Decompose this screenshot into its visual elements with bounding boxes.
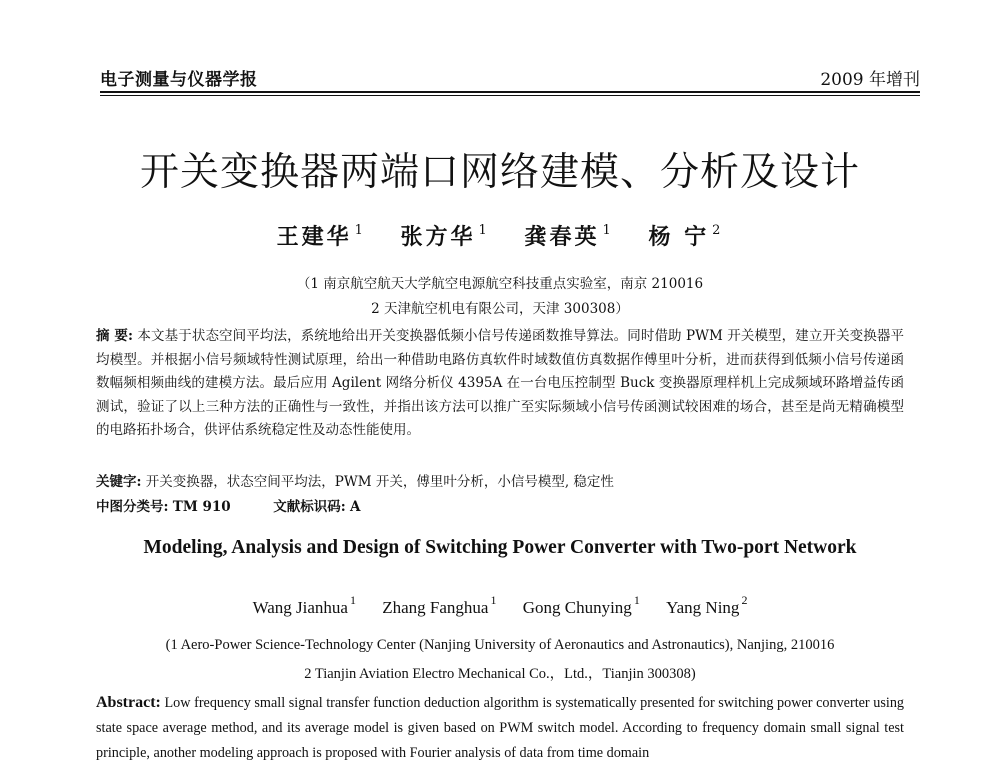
english-abstract (96, 690, 904, 766)
abstract-text: Low frequency small signal transfer function deduction algorithm is systematically presented for switching power converter using state space average method, and its average model is given based on PWM switch model. According to frequency domain small signal test principle, another modeling approach is proposed with Fourier analysis of data from time domain (96, 695, 905, 761)
document-code-value: A (350, 499, 361, 515)
chinese-author (277, 224, 366, 250)
author-affiliation-mark: 2 (712, 223, 724, 238)
author-name: Yang Ning (666, 598, 740, 617)
keywords-label: 关键字: (96, 474, 142, 490)
author-affiliation-mark: 2 (741, 593, 748, 607)
chinese-authors (0, 220, 1000, 251)
english-affiliation-line: 2 Tianjin Aviation Electro Mechanical Co.，Ltd.，Tianjin 300308) (304, 666, 696, 682)
document-code-label: 文献标识码: (273, 499, 346, 515)
author-name: 王建华 (276, 224, 352, 250)
journal-name: 电子测量与仪器学报 (100, 70, 258, 90)
author-name: Wang Jianhua (252, 598, 348, 617)
english-author (252, 593, 356, 617)
author-name: 杨 宁 (648, 224, 710, 250)
running-header (100, 62, 920, 90)
chinese-affiliation-line: （1 南京航空航天大学航空电源航空科技重点实验室，南京 210016 (296, 276, 704, 292)
author-name: Zhang Fanghua (382, 598, 489, 617)
chinese-keywords (96, 470, 904, 490)
english-title: Modeling, Analysis and Design of Switching Power Converter with Two-port Network (143, 537, 857, 558)
author-affiliation-mark: 1 (349, 593, 356, 607)
chinese-author (648, 224, 723, 250)
author-affiliation-mark: 1 (354, 223, 366, 238)
header-rule (100, 91, 920, 96)
abstract-text: 本文基于状态空间平均法，系统地给出开关变换器低频小信号传递函数推导算法。同时借助 PWM 开关模型，建立开关变换器平均模型。并根据小信号频域特性测试原理，给出一种借助电路仿真软件时域数值仿真数据作傅里叶分析，进而获得到低频小信号传递函数幅频相频曲线的建模方法。最后应用 Agilent 网络分析仪 4395A 在一台电压控制型 Buck 变换器原理样机上完成频域环路增益传函测试，验证了以上三种方法的正确性与一致性，并指出该方法可以推广至实际频域小信号传函测试较困难的场合，甚至是尚无精确模型的电路拓扑场合，供评估系统稳定性及动态性能使用。 (96, 328, 905, 439)
author-affiliation-mark: 1 (490, 593, 497, 607)
chinese-author (401, 224, 490, 250)
abstract-label: 摘 要: (96, 328, 134, 344)
clc-value: TM 910 (172, 499, 231, 515)
english-author (382, 593, 497, 617)
author-affiliation-mark: 1 (633, 593, 640, 607)
chinese-abstract (96, 325, 904, 443)
english-author (666, 593, 748, 617)
keywords-text: 开关变换器，状态空间平均法，PWM 开关，傅里叶分析，小信号模型, 稳定性 (145, 474, 614, 490)
chinese-title: 开关变换器两端口网络建模、分析及设计 (139, 150, 860, 195)
author-name: 龚春英 (524, 224, 600, 250)
clc-label: 中图分类号: (96, 499, 169, 515)
author-name: 张方华 (400, 224, 476, 250)
author-affiliation-mark: 1 (602, 223, 614, 238)
english-affiliation-line: (1 Aero-Power Science-Technology Center (Nanjing University of Aeronautics and Astronautics), Nanjing, 210016 (165, 637, 835, 653)
abstract-label: Abstract: (96, 694, 161, 711)
english-author (522, 593, 640, 617)
chinese-affiliation-line: 2 天津航空机电有限公司，天津 300308） (371, 301, 629, 317)
author-affiliation-mark: 1 (478, 223, 490, 238)
english-authors (0, 593, 1000, 618)
classification-line (96, 495, 904, 515)
chinese-author (525, 224, 614, 250)
author-name: Gong Chunying (522, 598, 632, 617)
issue-label: 2009 年增刊 (820, 70, 920, 90)
